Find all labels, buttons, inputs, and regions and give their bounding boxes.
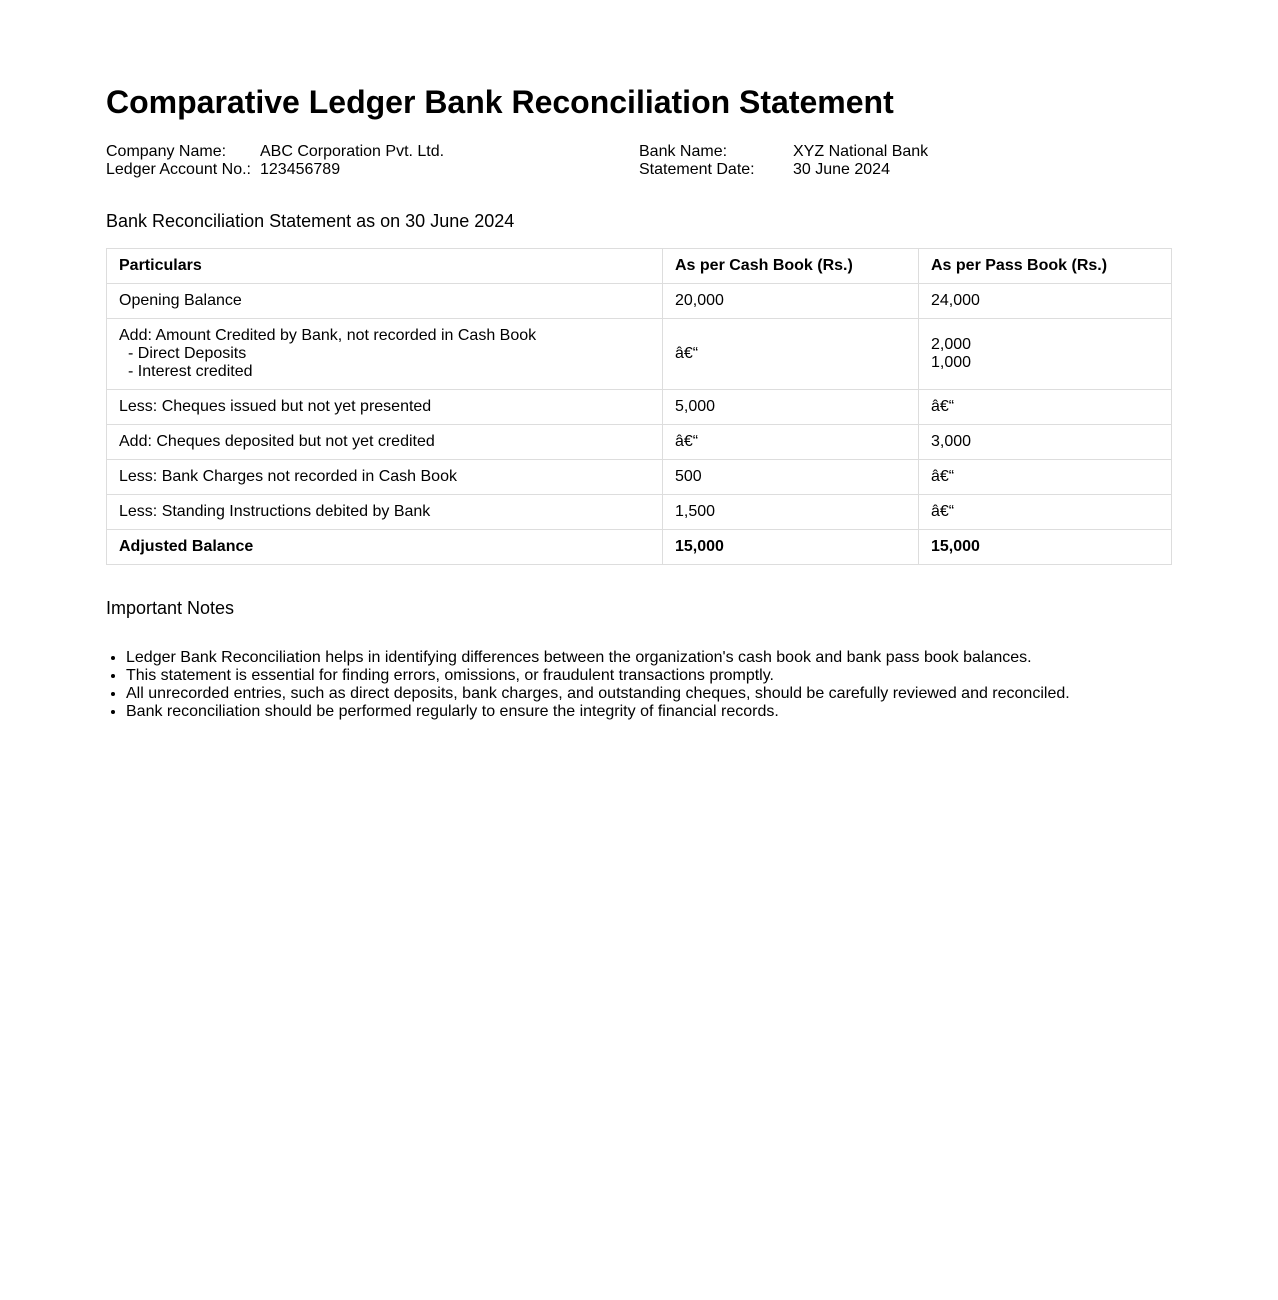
bank-row [639, 143, 1172, 161]
cell-cash: 15,000 [663, 530, 919, 565]
list-item: • All unrecorded entries, such as direct deposits, bank charges, and outstanding cheques, should be carefully reviewed and reconciled. [126, 685, 1172, 703]
cell-pass: 24,000 [919, 284, 1172, 319]
pass-direct-deposits: 2,000 [931, 336, 972, 353]
header-particulars: Particulars [107, 249, 663, 284]
company-row [106, 143, 639, 161]
particulars-main: Add: Amount Credited by Bank, not recorded in Cash Book [119, 327, 537, 344]
list-item: • This statement is essential for finding errors, omissions, or fraudulent transactions promptly. [126, 667, 1172, 685]
cell-pass: 15,000 [919, 530, 1172, 565]
ledger-value: 123456789 [260, 161, 341, 178]
cell-pass: â€“ [919, 495, 1172, 530]
cell-cash: 500 [663, 460, 919, 495]
table-total-row [107, 530, 1172, 565]
statement-meta [106, 143, 1172, 179]
bank-label: Bank Name: [639, 143, 728, 160]
ledger-row [106, 161, 639, 179]
cell-particulars [107, 319, 663, 390]
table-row [107, 319, 1172, 390]
date-value: 30 June 2024 [793, 161, 890, 178]
ledger-label: Ledger Account No.: [106, 161, 251, 178]
company-value: ABC Corporation Pvt. Ltd. [260, 143, 445, 160]
cell-cash: 20,000 [663, 284, 919, 319]
cell-particulars: Opening Balance [107, 284, 663, 319]
particulars-sub-interest-credited: - Interest credited [128, 363, 253, 380]
notes-list [106, 649, 1172, 721]
cell-particulars: Less: Bank Charges not recorded in Cash Book [107, 460, 663, 495]
header-cash-book: As per Cash Book (Rs.) [663, 249, 919, 284]
cell-particulars: Less: Standing Instructions debited by Bank [107, 495, 663, 530]
cell-cash: 5,000 [663, 390, 919, 425]
notes-title: Important Notes [106, 598, 235, 618]
date-row [639, 161, 1172, 179]
cell-pass: â€“ [919, 390, 1172, 425]
cell-particulars: Less: Cheques issued but not yet presented [107, 390, 663, 425]
table-row [107, 460, 1172, 495]
cell-cash: 1,500 [663, 495, 919, 530]
page-title: Comparative Ledger Bank Reconciliation Statement [106, 84, 894, 120]
cell-cash: â€“ [663, 319, 919, 390]
date-label: Statement Date: [639, 161, 755, 178]
pass-interest-credited: 1,000 [931, 354, 972, 371]
particulars-sub-direct-deposits: - Direct Deposits [128, 345, 247, 362]
table-row [107, 495, 1172, 530]
reconciliation-table [106, 248, 1172, 565]
table-header-row [107, 249, 1172, 284]
table-row [107, 425, 1172, 460]
list-item: • Bank reconciliation should be performed regularly to ensure the integrity of financial records. [126, 703, 1172, 721]
cell-particulars: Adjusted Balance [107, 530, 663, 565]
cell-cash: â€“ [663, 425, 919, 460]
list-item: • Ledger Bank Reconciliation helps in identifying differences between the organization's cash book and bank pass book balances. [126, 649, 1172, 667]
meta-right [639, 143, 1172, 179]
meta-left [106, 143, 639, 179]
bank-value: XYZ National Bank [793, 143, 929, 160]
table-row [107, 284, 1172, 319]
statement-subtitle: Bank Reconciliation Statement as on 30 June 2024 [106, 211, 515, 231]
company-label: Company Name: [106, 143, 227, 160]
cell-pass: â€“ [919, 460, 1172, 495]
cell-particulars: Add: Cheques deposited but not yet credited [107, 425, 663, 460]
cell-pass [919, 319, 1172, 390]
cell-pass: 3,000 [919, 425, 1172, 460]
header-pass-book: As per Pass Book (Rs.) [919, 249, 1172, 284]
table-row [107, 390, 1172, 425]
